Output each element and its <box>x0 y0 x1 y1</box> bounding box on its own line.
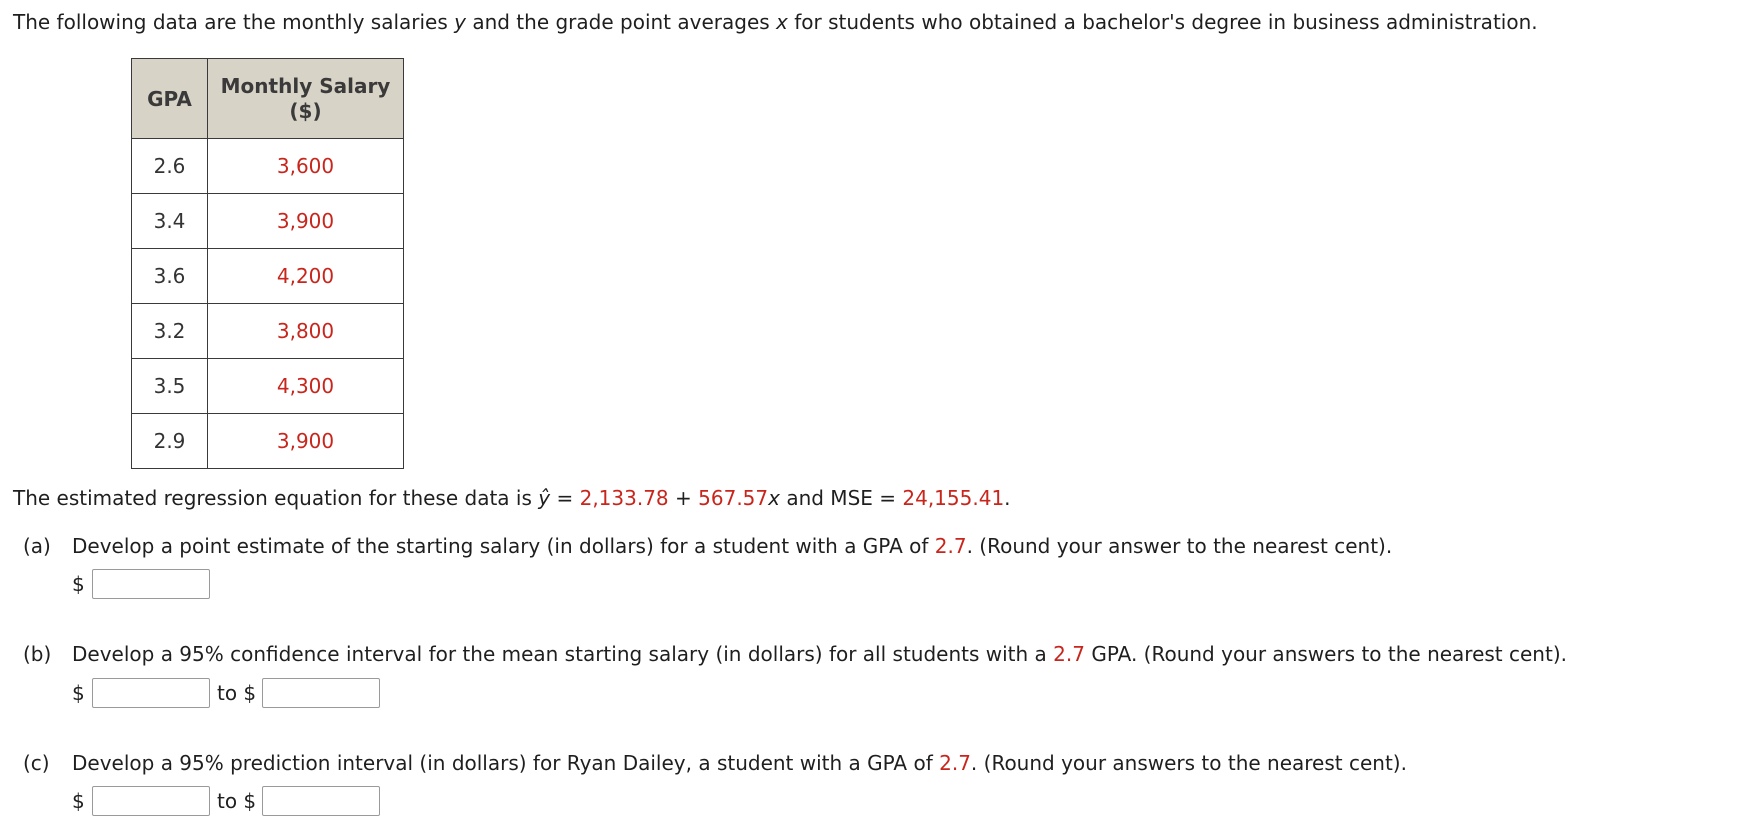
regression-yhat: ŷ <box>538 486 551 510</box>
regression-plus: + <box>668 486 699 510</box>
currency-symbol: $ <box>72 789 85 813</box>
gpa-cell: 2.9 <box>132 414 208 469</box>
table-row <box>132 194 404 249</box>
salary-cell: 4,300 <box>208 359 404 414</box>
regression-prefix: The estimated regression equation for these data is <box>13 486 539 510</box>
problem-intro <box>13 10 1538 34</box>
regression-statement <box>13 486 1011 510</box>
intro-after-x: for students who obtained a bachelor's degree in business administration. <box>787 10 1538 34</box>
question-b-text-after: GPA. (Round your answers to the nearest cent). <box>1084 642 1567 666</box>
regression-mse-label: and MSE = <box>779 486 903 510</box>
regression-period: . <box>1004 486 1011 510</box>
salary-cell: 3,600 <box>208 139 404 194</box>
prediction-lower-input[interactable] <box>92 786 210 816</box>
table-row <box>132 414 404 469</box>
question-c-text-before: Develop a 95% prediction interval (in dollars) for Ryan Dailey, a student with a GPA of <box>72 751 940 775</box>
question-c-label: (c) <box>23 751 50 775</box>
salary-cell: 4,200 <box>208 249 404 304</box>
regression-equals: = <box>550 486 580 510</box>
table-row <box>132 304 404 359</box>
answer-row-a <box>72 569 210 599</box>
table-row <box>132 249 404 304</box>
salary-cell: 3,900 <box>208 194 404 249</box>
to-label: to $ <box>217 789 257 813</box>
data-table <box>131 58 404 469</box>
header-gpa: GPA <box>132 59 208 139</box>
question-c-gpa-value: 2.7 <box>939 751 971 775</box>
salary-cell: 3,800 <box>208 304 404 359</box>
regression-intercept: 2,133.78 <box>579 486 669 510</box>
gpa-cell: 3.5 <box>132 359 208 414</box>
gpa-cell: 3.2 <box>132 304 208 359</box>
gpa-cell: 3.6 <box>132 249 208 304</box>
confidence-upper-input[interactable] <box>262 678 380 708</box>
intro-y-var: y <box>454 10 466 34</box>
currency-symbol: $ <box>72 572 85 596</box>
regression-slope: 567.57 <box>698 486 769 510</box>
table-row <box>132 359 404 414</box>
point-estimate-input[interactable] <box>92 569 210 599</box>
answer-row-c <box>72 786 380 816</box>
question-a-label: (a) <box>23 534 51 558</box>
table-header-row <box>132 59 404 139</box>
intro-middle: and the grade point averages <box>465 10 777 34</box>
intro-x-var: x <box>776 10 788 34</box>
confidence-lower-input[interactable] <box>92 678 210 708</box>
salary-cell: 3,900 <box>208 414 404 469</box>
question-a-text-before: Develop a point estimate of the starting salary (in dollars) for a student with a GPA of <box>72 534 935 558</box>
table-row <box>132 139 404 194</box>
header-salary-title: Monthly Salary <box>220 73 391 98</box>
question-a-text-after: . (Round your answer to the nearest cent). <box>966 534 1393 558</box>
prediction-upper-input[interactable] <box>262 786 380 816</box>
answer-row-b <box>72 678 380 708</box>
header-salary-unit: ($) <box>289 98 322 123</box>
question-b-label: (b) <box>23 642 52 666</box>
question-b-gpa-value: 2.7 <box>1053 642 1085 666</box>
question-a <box>23 534 1392 558</box>
header-monthly-salary <box>208 59 404 139</box>
gpa-cell: 3.4 <box>132 194 208 249</box>
regression-mse: 24,155.41 <box>902 486 1005 510</box>
question-c-text-after: . (Round your answers to the nearest cent). <box>970 751 1407 775</box>
currency-symbol: $ <box>72 681 85 705</box>
question-b-text-before: Develop a 95% confidence interval for the mean starting salary (in dollars) for all students with a <box>72 642 1054 666</box>
to-label: to $ <box>217 681 257 705</box>
question-c <box>23 751 1407 775</box>
question-b <box>23 642 1567 666</box>
question-a-gpa-value: 2.7 <box>934 534 967 558</box>
intro-before-y: The following data are the monthly salaries <box>13 10 455 34</box>
gpa-cell: 2.6 <box>132 139 208 194</box>
regression-x-var: x <box>768 486 780 510</box>
